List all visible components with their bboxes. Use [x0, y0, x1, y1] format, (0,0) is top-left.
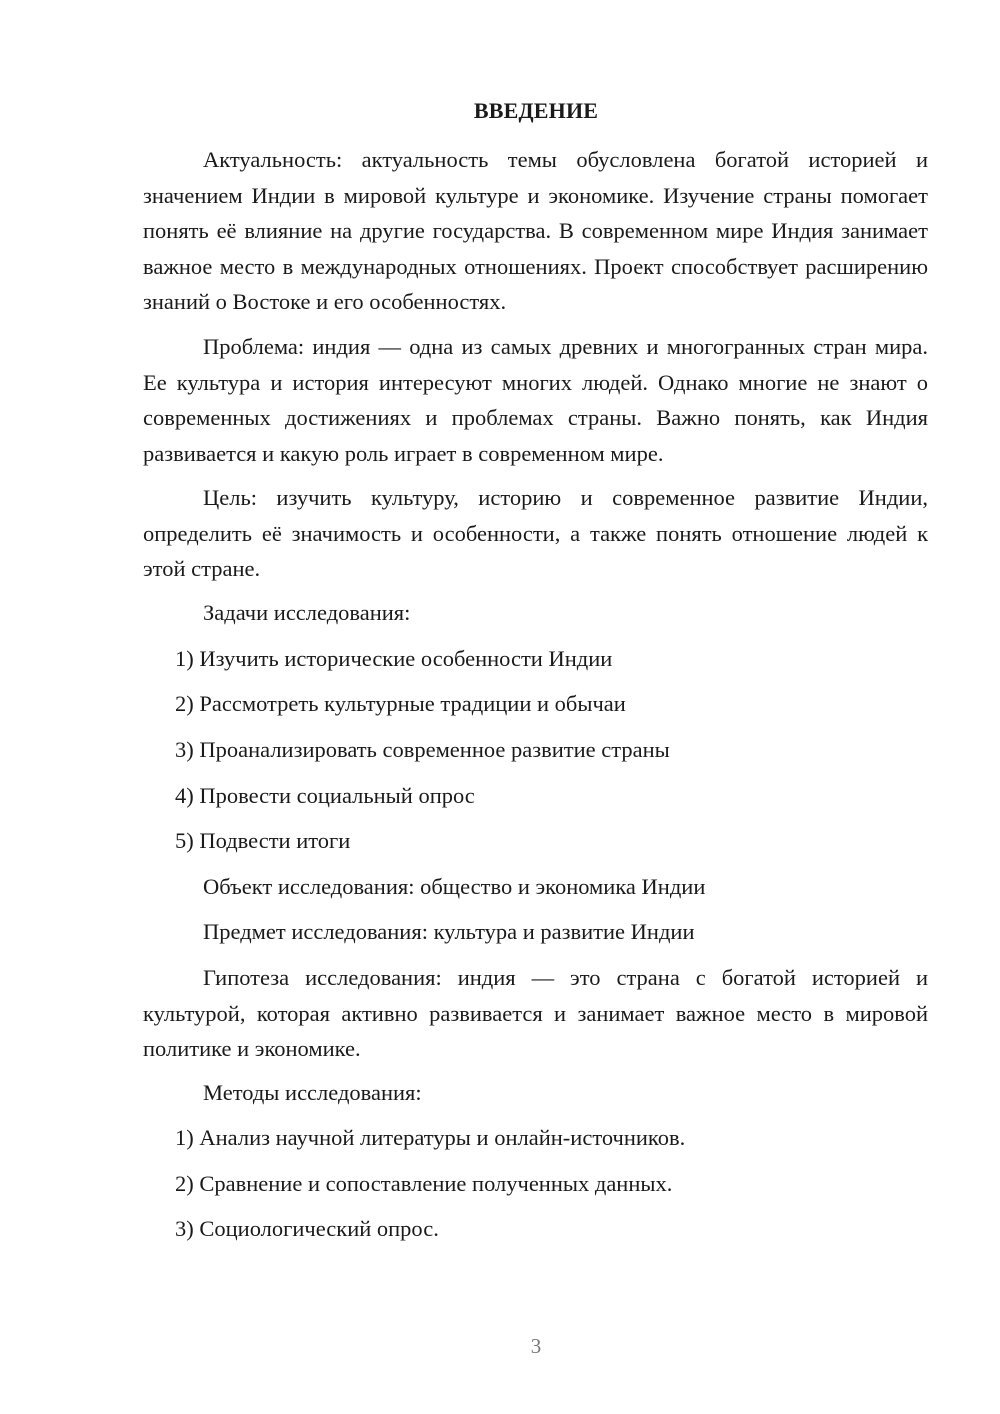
task-item: 5) Подвести итоги	[175, 828, 351, 853]
tasks-heading: Задачи исследования:	[203, 600, 411, 625]
problem-paragraph: Проблема: индия — одна из самых древних и многогранных стран мира. Ее культура и история интересуют многих людей. Однако многие не знают о современных достижениях и проблемах страны. Важно понять, как Индия развивается и какую роль играет в современном мире.	[143, 334, 928, 466]
task-item: 2) Рассмотреть культурные традиции и обычаи	[175, 691, 626, 716]
methods-heading: Методы исследования:	[203, 1080, 422, 1105]
hypothesis-paragraph: Гипотеза исследования: индия — это страна с богатой историей и культурой, которая активно развивается и занимает важное место в мировой политике и экономике.	[143, 965, 928, 1061]
page-number: 3	[530, 1334, 542, 1358]
task-item: 3) Проанализировать современное развитие страны	[175, 737, 670, 762]
research-subject: Предмет исследования: культура и развитие Индии	[203, 919, 695, 944]
relevance-paragraph: Актуальность: актуальность темы обусловлена богатой историей и значением Индии в мировой культуре и экономике. Изучение страны помогает понять её влияние на другие государства. В современном мире Индия занимает важное место в международных отношениях. Проект способствует расширению знаний о Востоке и его особенностях.	[143, 147, 928, 314]
research-object: Объект исследования: общество и экономика Индии	[203, 874, 706, 899]
task-item: 4) Провести социальный опрос	[175, 783, 475, 808]
task-item: 1) Изучить исторические особенности Индии	[175, 646, 613, 671]
page-title: ВВЕДЕНИЕ	[473, 98, 599, 123]
method-item: 1) Анализ научной литературы и онлайн-источников.	[175, 1125, 686, 1150]
method-item: 2) Сравнение и сопоставление полученных данных.	[175, 1171, 673, 1196]
goal-paragraph: Цель: изучить культуру, историю и современное развитие Индии, определить её значимость и особенности, а также понять отношение людей к этой стране.	[143, 485, 928, 581]
method-item: 3) Социологический опрос.	[175, 1216, 439, 1241]
